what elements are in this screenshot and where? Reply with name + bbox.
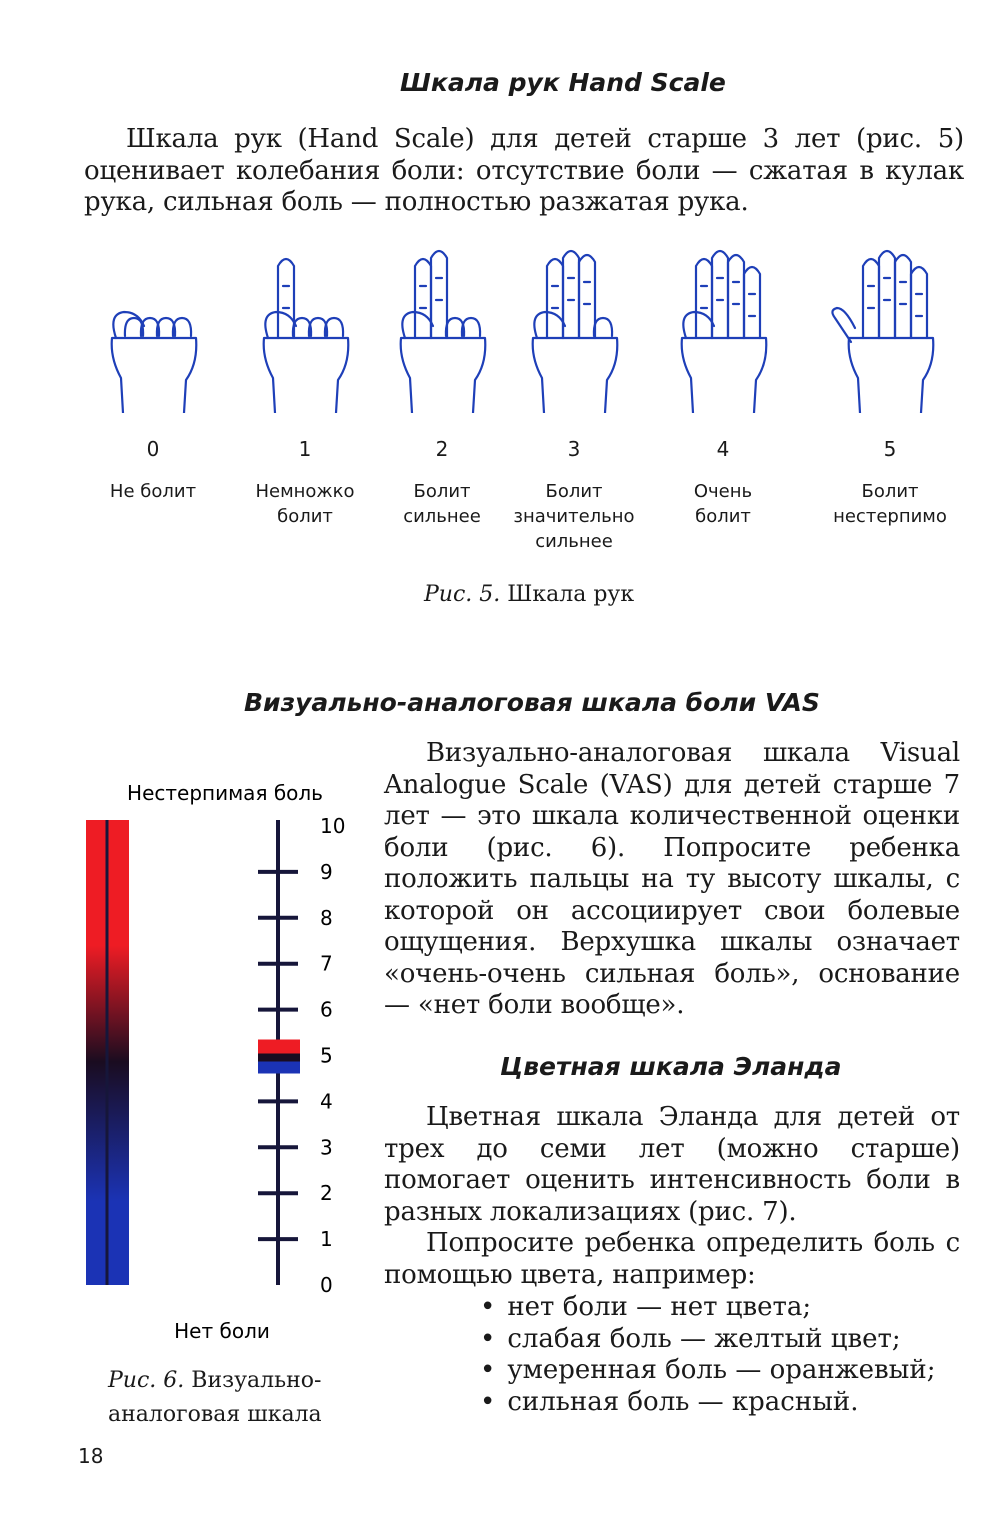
vas-tick-label: 6 bbox=[320, 997, 333, 1022]
hand-scale-intro: Шкала рук (Hand Scale) для детей старше 3 лет (рис. 5) оценивает колебания боли: отсутствие боли — сжатая в кулак рука, сильная боль — полностью разжатая рука. bbox=[84, 124, 964, 217]
hand-level-3 bbox=[499, 238, 649, 554]
hand-scale-title: Шкала рук Hand Scale bbox=[400, 68, 726, 97]
vas-tick-label: 9 bbox=[320, 859, 333, 884]
hand-level-number: 1 bbox=[298, 437, 312, 461]
hand-4-icon bbox=[658, 238, 788, 413]
hand-level-number: 2 bbox=[435, 437, 449, 461]
vas-figure bbox=[0, 0, 380, 1340]
vas-description: Визуально-аналоговая шкала Visual Analogue Scale (VAS) для детей старше 7 лет — это шкала количественной оценки боли (рис. 6). Попросите ребенка положить пальцы на ту высоту шкалы, с которой он ассоциирует свои болевые ощущения. Верхушка шкалы означает «очень-очень сильная боль», основание — «нет боли вообще». bbox=[384, 738, 960, 1020]
hand-level-label: Болит сильнее bbox=[403, 481, 481, 527]
hand-level-label: Болит значительно сильнее bbox=[513, 481, 635, 552]
vas-tick-label: 3 bbox=[320, 1135, 333, 1160]
vas-tick-label: 1 bbox=[320, 1227, 333, 1252]
hand-level-2 bbox=[367, 238, 517, 529]
hand-level-number: 0 bbox=[146, 437, 160, 461]
hand-level-label: Не болит bbox=[109, 481, 197, 502]
hand-level-5 bbox=[815, 238, 965, 529]
vas-tick-label: 2 bbox=[320, 1181, 333, 1206]
vas-tick-label: 5 bbox=[320, 1043, 333, 1068]
hand-2-icon bbox=[377, 238, 507, 413]
hand-level-number: 3 bbox=[567, 437, 581, 461]
list-item: • нет боли — нет цвета; bbox=[480, 1292, 935, 1324]
vas-top-label: Нестерпимая боль bbox=[127, 781, 323, 805]
hand-3-icon bbox=[509, 238, 639, 413]
page-number: 18 bbox=[78, 1444, 104, 1468]
vas-bottom-label: Нет боли bbox=[174, 1319, 270, 1340]
hand-5-icon bbox=[825, 238, 955, 413]
figure-6-caption: Рис. 6. Визуально- аналоговая шкала bbox=[108, 1368, 322, 1427]
list-item: • умеренная боль — оранжевый; bbox=[480, 1355, 935, 1387]
vas-tick-label: 4 bbox=[320, 1089, 333, 1114]
eland-description: Цветная шкала Эланда для детей от трех до семи лет (можно старше) помогает оценить интенсивность боли в разных локализациях (рис. 7). Попросите ребенка определить боль с помощью цвета, например: bbox=[384, 1102, 960, 1290]
eland-title: Цветная шкала Эланда bbox=[500, 1052, 842, 1081]
figure-5-caption: Рис. 5. Шкала рук bbox=[424, 582, 635, 607]
vas-tick-label: 0 bbox=[320, 1273, 333, 1297]
list-item: • сильная боль — красный. bbox=[480, 1387, 935, 1419]
hand-level-label: Немножко болит bbox=[255, 481, 355, 527]
vas-tick-label: 10 bbox=[320, 814, 346, 838]
hand-level-label: Очень болит bbox=[693, 481, 753, 527]
hand-level-number: 4 bbox=[716, 437, 730, 461]
hand-level-4 bbox=[648, 238, 798, 529]
hand-level-number: 5 bbox=[883, 437, 897, 461]
vas-tick-label: 8 bbox=[320, 905, 333, 930]
list-item: • слабая боль — желтый цвет; bbox=[480, 1324, 935, 1356]
vas-tick-label: 7 bbox=[320, 951, 333, 976]
vas-title: Визуально-аналоговая шкала боли VAS bbox=[244, 688, 820, 717]
hand-level-label: Болит нестерпимо bbox=[833, 481, 947, 527]
eland-color-list bbox=[480, 1292, 935, 1418]
vas-marker bbox=[258, 1040, 300, 1074]
